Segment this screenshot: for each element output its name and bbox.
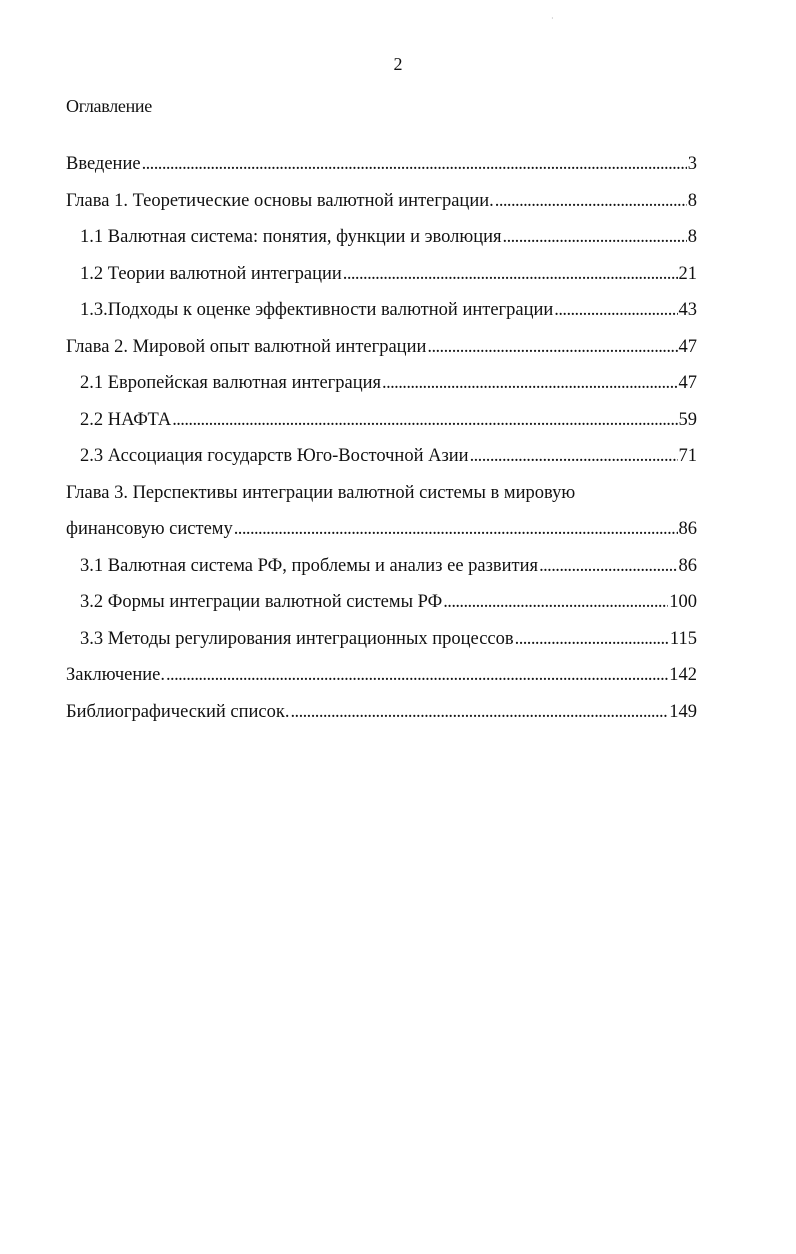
toc-entry-section-2-1[interactable] — [66, 369, 697, 406]
toc-entry-section-1-1[interactable] — [66, 223, 697, 260]
toc-entry-label: 2.2 НАФТА — [80, 409, 172, 430]
toc-entry-chapter-1[interactable] — [66, 187, 697, 224]
toc-entry-label: 3.3 Методы регулирования интеграционных процессов — [80, 628, 514, 649]
toc-entry-page: 8 — [687, 190, 697, 211]
dot-leader — [495, 187, 687, 215]
toc-entry-page: 8 — [687, 227, 697, 247]
toc-entry-page: 71 — [678, 446, 697, 466]
toc-entry-introduction[interactable] — [66, 150, 697, 187]
dot-leader — [142, 150, 687, 178]
toc-entry-page: 21 — [678, 263, 697, 284]
dot-leader — [427, 333, 677, 361]
dot-leader — [443, 588, 668, 616]
toc-entry-label: Глава 1. Теоретические основы валютной интеграции. — [66, 190, 494, 211]
toc-entry-chapter-2[interactable] — [66, 333, 697, 370]
toc-entry-section-2-2[interactable] — [66, 406, 697, 443]
table-of-contents — [66, 150, 697, 734]
toc-entry-page: 149 — [669, 701, 697, 722]
toc-entry-label: 3.2 Формы интеграции валютной системы РФ — [80, 592, 443, 612]
toc-entry-label: 1.2 Теории валютной интеграции — [80, 263, 342, 284]
scan-mark: · — [551, 14, 554, 23]
toc-entry-section-3-1[interactable] — [66, 552, 697, 589]
dot-leader — [515, 625, 669, 653]
toc-heading: Оглавление — [66, 96, 152, 116]
toc-entry-label: 1.1 Валютная система: понятия, функции и эволюция — [80, 227, 502, 247]
toc-entry-label: 1.3.Подходы к оценке эффективности валютной интеграции — [80, 300, 554, 320]
toc-entry-page: 3 — [687, 154, 697, 174]
toc-entry-label: Заключение. — [66, 665, 165, 685]
dot-leader — [234, 515, 678, 543]
toc-entry-page: 142 — [669, 665, 697, 685]
dot-leader — [503, 223, 687, 251]
toc-entry-section-1-3[interactable] — [66, 296, 697, 333]
toc-entry-chapter-3-line-2[interactable] — [66, 515, 697, 552]
toc-entry-section-3-3[interactable] — [66, 625, 697, 662]
page-number: 2 — [393, 54, 403, 74]
dot-leader — [172, 406, 677, 434]
toc-entry-section-1-2[interactable] — [66, 260, 697, 297]
toc-entry-chapter-3-line-1[interactable] — [66, 479, 697, 516]
toc-entry-page: 86 — [678, 519, 697, 539]
toc-entry-page: 59 — [678, 409, 697, 430]
toc-entry-label: Глава 2. Мировой опыт валютной интеграции — [66, 336, 427, 357]
toc-entry-page: 115 — [669, 628, 697, 649]
toc-entry-section-2-3[interactable] — [66, 442, 697, 479]
toc-entry-bibliography[interactable] — [66, 698, 697, 735]
toc-entry-page: 47 — [678, 373, 697, 393]
dot-leader — [166, 661, 668, 689]
toc-entry-page: 86 — [678, 555, 697, 576]
toc-entry-section-3-2[interactable] — [66, 588, 697, 625]
toc-entry-label: финансовую систему — [66, 519, 233, 539]
toc-entry-label: Глава 3. Перспективы интеграции валютной системы в мировую — [66, 482, 576, 503]
toc-entry-conclusion[interactable] — [66, 661, 697, 698]
toc-entry-page: 47 — [678, 336, 697, 357]
toc-entry-page: 43 — [678, 300, 697, 320]
toc-entry-label: 2.1 Европейская валютная интеграция — [80, 373, 382, 393]
dot-leader — [382, 369, 677, 397]
dot-leader — [539, 552, 677, 580]
dot-leader — [343, 260, 678, 288]
dot-leader — [470, 442, 678, 470]
toc-entry-label: Введение — [66, 154, 141, 174]
toc-entry-label: 2.3 Ассоциация государств Юго-Восточной Азии — [80, 446, 469, 466]
toc-entry-label: Библиографический список. — [66, 701, 290, 722]
toc-entry-page: 100 — [669, 592, 697, 612]
toc-entry-label: 3.1 Валютная система РФ, проблемы и анализ ее развития — [80, 555, 539, 576]
dot-leader — [290, 698, 668, 726]
dot-leader — [554, 296, 677, 324]
